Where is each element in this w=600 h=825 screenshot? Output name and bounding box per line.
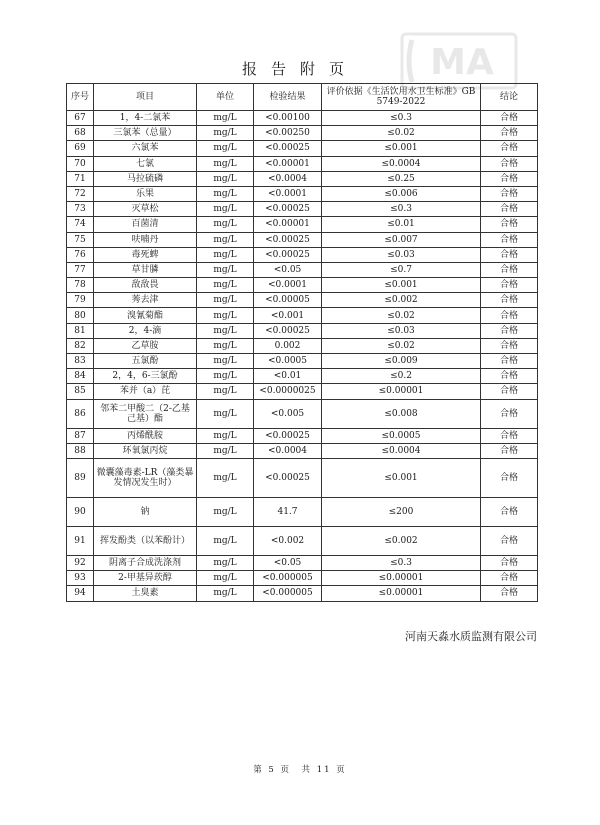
- header-seq: 序号: [67, 84, 94, 111]
- page-footer: [0, 763, 600, 775]
- row-conclusion: 合格: [481, 497, 538, 526]
- row-conclusion: 合格: [481, 202, 538, 217]
- table-row: [67, 458, 538, 497]
- row-item: 百菌清: [94, 217, 197, 232]
- row-seq: 76: [67, 247, 94, 262]
- row-limit: ≤0.03: [322, 247, 481, 262]
- row-seq: 80: [67, 308, 94, 323]
- row-limit: ≤0.008: [322, 399, 481, 428]
- row-result: <0.00025: [254, 202, 322, 217]
- row-seq: 77: [67, 262, 94, 277]
- row-item: 邻苯二甲酸二（2-乙基己基）酯: [94, 399, 197, 428]
- footer-mid: 页 共: [280, 765, 313, 775]
- row-conclusion: 合格: [481, 369, 538, 384]
- table-row: [67, 497, 538, 526]
- row-result: <0.00025: [254, 323, 322, 338]
- row-unit: mg/L: [197, 293, 254, 308]
- row-conclusion: 合格: [481, 171, 538, 186]
- row-result: 41.7: [254, 497, 322, 526]
- row-item: 莠去津: [94, 293, 197, 308]
- row-unit: mg/L: [197, 428, 254, 443]
- row-unit: mg/L: [197, 323, 254, 338]
- row-seq: 86: [67, 399, 94, 428]
- row-conclusion: 合格: [481, 232, 538, 247]
- row-seq: 92: [67, 555, 94, 570]
- row-unit: mg/L: [197, 497, 254, 526]
- row-limit: ≤0.00001: [322, 586, 481, 601]
- header-item: 项目: [94, 84, 197, 111]
- row-conclusion: 合格: [481, 141, 538, 156]
- row-result: <0.0000025: [254, 384, 322, 399]
- table-row: [67, 126, 538, 141]
- row-unit: mg/L: [197, 338, 254, 353]
- row-conclusion: 合格: [481, 458, 538, 497]
- row-limit: ≤0.009: [322, 354, 481, 369]
- company-name: 河南天淼水质监测有限公司: [405, 630, 537, 643]
- row-result: <0.00005: [254, 293, 322, 308]
- row-conclusion: 合格: [481, 571, 538, 586]
- row-limit: ≤0.01: [322, 217, 481, 232]
- row-result: <0.00001: [254, 156, 322, 171]
- footer-total-pages: 11: [316, 765, 332, 775]
- row-result: <0.0001: [254, 186, 322, 201]
- row-result: <0.00025: [254, 458, 322, 497]
- row-limit: ≤0.3: [322, 202, 481, 217]
- row-conclusion: 合格: [481, 156, 538, 171]
- row-result: <0.0004: [254, 171, 322, 186]
- row-limit: ≤0.007: [322, 232, 481, 247]
- row-limit: ≤0.002: [322, 293, 481, 308]
- row-conclusion: 合格: [481, 278, 538, 293]
- row-seq: 67: [67, 111, 94, 126]
- row-result: <0.05: [254, 262, 322, 277]
- table-row: [67, 141, 538, 156]
- row-item: 环氧氯丙烷: [94, 443, 197, 458]
- row-unit: mg/L: [197, 458, 254, 497]
- row-seq: 71: [67, 171, 94, 186]
- row-item: 三氯苯（总量）: [94, 126, 197, 141]
- footer-suffix: 页: [336, 765, 347, 775]
- row-seq: 79: [67, 293, 94, 308]
- row-seq: 91: [67, 526, 94, 555]
- row-limit: ≤0.0005: [322, 428, 481, 443]
- row-result: <0.01: [254, 369, 322, 384]
- row-result: <0.001: [254, 308, 322, 323]
- table-header-row: [67, 84, 538, 111]
- row-limit: ≤0.2: [322, 369, 481, 384]
- row-item: 1，4-二氯苯: [94, 111, 197, 126]
- row-limit: ≤0.0004: [322, 443, 481, 458]
- row-seq: 83: [67, 354, 94, 369]
- row-limit: ≤0.02: [322, 308, 481, 323]
- table-row: [67, 571, 538, 586]
- row-item: 土臭素: [94, 586, 197, 601]
- table-row: [67, 293, 538, 308]
- stamp-text: MA: [430, 42, 494, 83]
- row-result: <0.00025: [254, 247, 322, 262]
- table-row: [67, 428, 538, 443]
- row-seq: 85: [67, 384, 94, 399]
- row-limit: ≤0.02: [322, 338, 481, 353]
- row-limit: ≤0.25: [322, 171, 481, 186]
- row-result: <0.00001: [254, 217, 322, 232]
- table-row: [67, 338, 538, 353]
- table-row: [67, 384, 538, 399]
- header-unit: 单位: [197, 84, 254, 111]
- row-limit: ≤0.002: [322, 526, 481, 555]
- row-unit: mg/L: [197, 586, 254, 601]
- table-row: [67, 217, 538, 232]
- row-unit: mg/L: [197, 399, 254, 428]
- row-unit: mg/L: [197, 354, 254, 369]
- row-seq: 78: [67, 278, 94, 293]
- table-row: [67, 399, 538, 428]
- footer-page-number: 5: [268, 765, 276, 775]
- row-conclusion: 合格: [481, 217, 538, 232]
- table-body: [67, 111, 538, 602]
- table-row: [67, 171, 538, 186]
- row-item: 2-甲基异莰醇: [94, 571, 197, 586]
- row-result: <0.005: [254, 399, 322, 428]
- row-item: 乙草胺: [94, 338, 197, 353]
- table-row: [67, 555, 538, 570]
- row-unit: mg/L: [197, 202, 254, 217]
- row-conclusion: 合格: [481, 428, 538, 443]
- row-result: <0.00025: [254, 141, 322, 156]
- row-seq: 72: [67, 186, 94, 201]
- row-result: <0.00100: [254, 111, 322, 126]
- row-limit: ≤0.001: [322, 141, 481, 156]
- row-item: 敌敌畏: [94, 278, 197, 293]
- table-row: [67, 232, 538, 247]
- table-row: [67, 278, 538, 293]
- row-limit: ≤200: [322, 497, 481, 526]
- row-unit: mg/L: [197, 384, 254, 399]
- row-unit: mg/L: [197, 156, 254, 171]
- table-row: [67, 308, 538, 323]
- table-row: [67, 247, 538, 262]
- results-table: [66, 83, 538, 602]
- row-item: 2，4，6-三氯酚: [94, 369, 197, 384]
- row-item: 七氯: [94, 156, 197, 171]
- row-unit: mg/L: [197, 555, 254, 570]
- row-result: <0.0004: [254, 443, 322, 458]
- header-criterion: 评价依据《生活饮用水卫生标准》GB 5749-2022: [322, 84, 481, 111]
- row-seq: 73: [67, 202, 94, 217]
- row-conclusion: 合格: [481, 354, 538, 369]
- row-seq: 82: [67, 338, 94, 353]
- footer-prefix: 第: [253, 765, 264, 775]
- row-conclusion: 合格: [481, 247, 538, 262]
- header-result: 检验结果: [254, 84, 322, 111]
- row-seq: 70: [67, 156, 94, 171]
- row-limit: ≤0.03: [322, 323, 481, 338]
- row-unit: mg/L: [197, 247, 254, 262]
- row-seq: 89: [67, 458, 94, 497]
- row-unit: mg/L: [197, 232, 254, 247]
- row-item: 马拉硫磷: [94, 171, 197, 186]
- row-unit: mg/L: [197, 217, 254, 232]
- row-result: <0.05: [254, 555, 322, 570]
- row-limit: ≤0.3: [322, 555, 481, 570]
- row-unit: mg/L: [197, 186, 254, 201]
- row-item: 灭草松: [94, 202, 197, 217]
- row-item: 丙烯酰胺: [94, 428, 197, 443]
- row-limit: ≤0.02: [322, 126, 481, 141]
- row-conclusion: 合格: [481, 526, 538, 555]
- row-item: 五氯酚: [94, 354, 197, 369]
- row-limit: ≤0.7: [322, 262, 481, 277]
- table-row: [67, 526, 538, 555]
- row-unit: mg/L: [197, 262, 254, 277]
- row-limit: ≤0.3: [322, 111, 481, 126]
- table-row: [67, 586, 538, 601]
- row-seq: 84: [67, 369, 94, 384]
- row-limit: ≤0.001: [322, 278, 481, 293]
- row-item: 乐果: [94, 186, 197, 201]
- row-seq: 69: [67, 141, 94, 156]
- row-unit: mg/L: [197, 308, 254, 323]
- row-conclusion: 合格: [481, 323, 538, 338]
- row-conclusion: 合格: [481, 293, 538, 308]
- row-conclusion: 合格: [481, 111, 538, 126]
- row-seq: 93: [67, 571, 94, 586]
- row-conclusion: 合格: [481, 308, 538, 323]
- row-conclusion: 合格: [481, 586, 538, 601]
- row-limit: ≤0.006: [322, 186, 481, 201]
- row-limit: ≤0.0004: [322, 156, 481, 171]
- row-item: 2，4-滴: [94, 323, 197, 338]
- row-conclusion: 合格: [481, 126, 538, 141]
- table-row: [67, 202, 538, 217]
- row-seq: 68: [67, 126, 94, 141]
- row-limit: ≤0.00001: [322, 384, 481, 399]
- row-unit: mg/L: [197, 443, 254, 458]
- row-result: <0.00025: [254, 232, 322, 247]
- table-row: [67, 443, 538, 458]
- row-seq: 88: [67, 443, 94, 458]
- row-result: 0.002: [254, 338, 322, 353]
- row-item: 阴离子合成洗涤剂: [94, 555, 197, 570]
- table-row: [67, 262, 538, 277]
- row-conclusion: 合格: [481, 384, 538, 399]
- row-seq: 90: [67, 497, 94, 526]
- row-result: <0.002: [254, 526, 322, 555]
- row-conclusion: 合格: [481, 262, 538, 277]
- row-result: <0.00025: [254, 428, 322, 443]
- row-result: <0.00250: [254, 126, 322, 141]
- row-result: <0.0001: [254, 278, 322, 293]
- row-item: 溴氰菊酯: [94, 308, 197, 323]
- row-unit: mg/L: [197, 111, 254, 126]
- row-item: 毒死蜱: [94, 247, 197, 262]
- row-unit: mg/L: [197, 278, 254, 293]
- row-result: <0.000005: [254, 571, 322, 586]
- table-row: [67, 323, 538, 338]
- row-conclusion: 合格: [481, 555, 538, 570]
- row-conclusion: 合格: [481, 338, 538, 353]
- row-conclusion: 合格: [481, 186, 538, 201]
- row-unit: mg/L: [197, 571, 254, 586]
- page-title: 报告附页: [241, 60, 358, 78]
- row-seq: 81: [67, 323, 94, 338]
- row-item: 苯并（a）芘: [94, 384, 197, 399]
- table-row: [67, 369, 538, 384]
- row-unit: mg/L: [197, 526, 254, 555]
- table-row: [67, 186, 538, 201]
- row-item: 挥发酚类（以苯酚计）: [94, 526, 197, 555]
- row-unit: mg/L: [197, 126, 254, 141]
- row-unit: mg/L: [197, 171, 254, 186]
- row-item: 微囊藻毒素-LR（藻类暴发情况发生时）: [94, 458, 197, 497]
- row-seq: 94: [67, 586, 94, 601]
- header-conclusion: 结论: [481, 84, 538, 111]
- row-result: <0.0005: [254, 354, 322, 369]
- row-result: <0.000005: [254, 586, 322, 601]
- row-unit: mg/L: [197, 141, 254, 156]
- row-limit: ≤0.001: [322, 458, 481, 497]
- row-unit: mg/L: [197, 369, 254, 384]
- row-item: 六氯苯: [94, 141, 197, 156]
- row-conclusion: 合格: [481, 399, 538, 428]
- table-row: [67, 354, 538, 369]
- table-row: [67, 156, 538, 171]
- row-conclusion: 合格: [481, 443, 538, 458]
- table-row: [67, 111, 538, 126]
- row-item: 呋喃丹: [94, 232, 197, 247]
- row-item: 钠: [94, 497, 197, 526]
- row-seq: 74: [67, 217, 94, 232]
- row-item: 草甘膦: [94, 262, 197, 277]
- row-seq: 87: [67, 428, 94, 443]
- row-seq: 75: [67, 232, 94, 247]
- row-limit: ≤0.00001: [322, 571, 481, 586]
